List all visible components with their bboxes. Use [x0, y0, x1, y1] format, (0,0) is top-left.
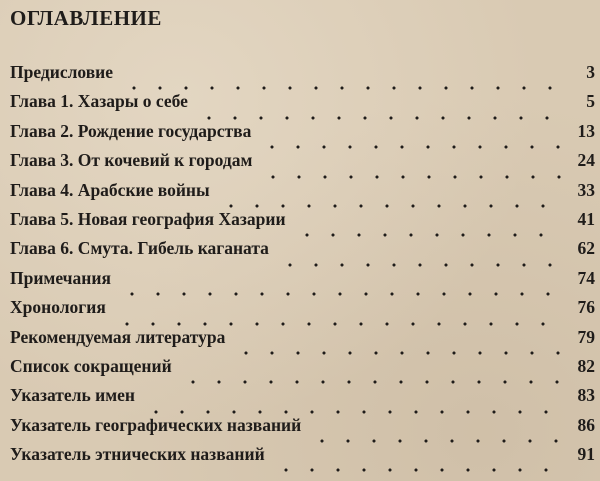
toc-entry: [10, 121, 595, 150]
toc-entry: [10, 150, 595, 179]
dot-leader: [273, 453, 565, 473]
dot-leader: [294, 218, 565, 238]
toc-entry-title: Примечания: [10, 267, 111, 288]
toc-entry-page: 13: [577, 120, 595, 141]
toc-entry: [10, 415, 595, 444]
dot-leader: [119, 277, 565, 297]
toc-entry-page: 83: [577, 385, 595, 406]
toc-entry-title: Указатель географических названий: [10, 414, 302, 435]
dot-leader: [259, 130, 565, 150]
toc-entry: [10, 385, 595, 414]
dot-leader: [309, 424, 565, 444]
toc-entry-page: 33: [577, 179, 595, 200]
toc-entry-page: 3: [586, 62, 595, 82]
toc-entry: [10, 297, 595, 326]
toc-entry-title: Глава 5. Новая география Хазарии: [10, 208, 286, 229]
table-of-contents: [10, 62, 595, 473]
toc-entry-page: 82: [577, 355, 595, 376]
toc-entry-title: Указатель этнических названий: [10, 444, 265, 465]
toc-entry-title: Глава 1. Хазары о себе: [10, 91, 188, 112]
dot-leader: [196, 101, 565, 121]
toc-entry-title: Глава 6. Смута. Гибель каганата: [10, 238, 269, 259]
dot-leader: [114, 307, 565, 327]
toc-entry-title: Глава 4. Арабские войны: [10, 179, 210, 200]
toc-entry: [10, 268, 595, 297]
dot-leader: [121, 71, 565, 91]
dot-leader: [143, 395, 565, 415]
toc-entry: [10, 209, 595, 238]
toc-entry-title: Предисловие: [10, 62, 114, 82]
toc-entry: [10, 62, 595, 91]
toc-entry-title: Глава 3. От кочевий к городам: [10, 150, 253, 171]
toc-entry-page: 62: [577, 238, 595, 259]
toc-entry-page: 76: [577, 297, 595, 318]
toc-entry-page: 41: [577, 208, 595, 229]
toc-entry: [10, 356, 595, 385]
dot-leader: [260, 160, 565, 180]
toc-entry-page: 74: [577, 267, 595, 288]
toc-entry-page: 79: [577, 326, 595, 347]
toc-entry-page: 86: [577, 414, 595, 435]
toc-entry: [10, 327, 595, 356]
toc-entry-page: 5: [586, 91, 595, 112]
toc-entry: [10, 444, 595, 473]
page-title: ОГЛАВЛЕНИЕ: [10, 6, 162, 30]
dot-leader: [218, 189, 565, 209]
toc-entry-title: Хронология: [10, 297, 106, 318]
dot-leader: [180, 365, 565, 385]
toc-entry-title: Рекомендуемая литература: [10, 326, 226, 347]
toc-entry: [10, 238, 595, 267]
toc-entry: [10, 91, 595, 120]
toc-entry-page: 91: [577, 444, 595, 465]
toc-entry-page: 24: [577, 150, 595, 171]
toc-entry-title: Указатель имен: [10, 385, 135, 406]
toc-entry-title: Глава 2. Рождение государства: [10, 120, 252, 141]
dot-leader: [233, 336, 565, 356]
toc-entry: [10, 180, 595, 209]
dot-leader: [277, 248, 565, 268]
toc-entry-title: Список сокращений: [10, 355, 172, 376]
